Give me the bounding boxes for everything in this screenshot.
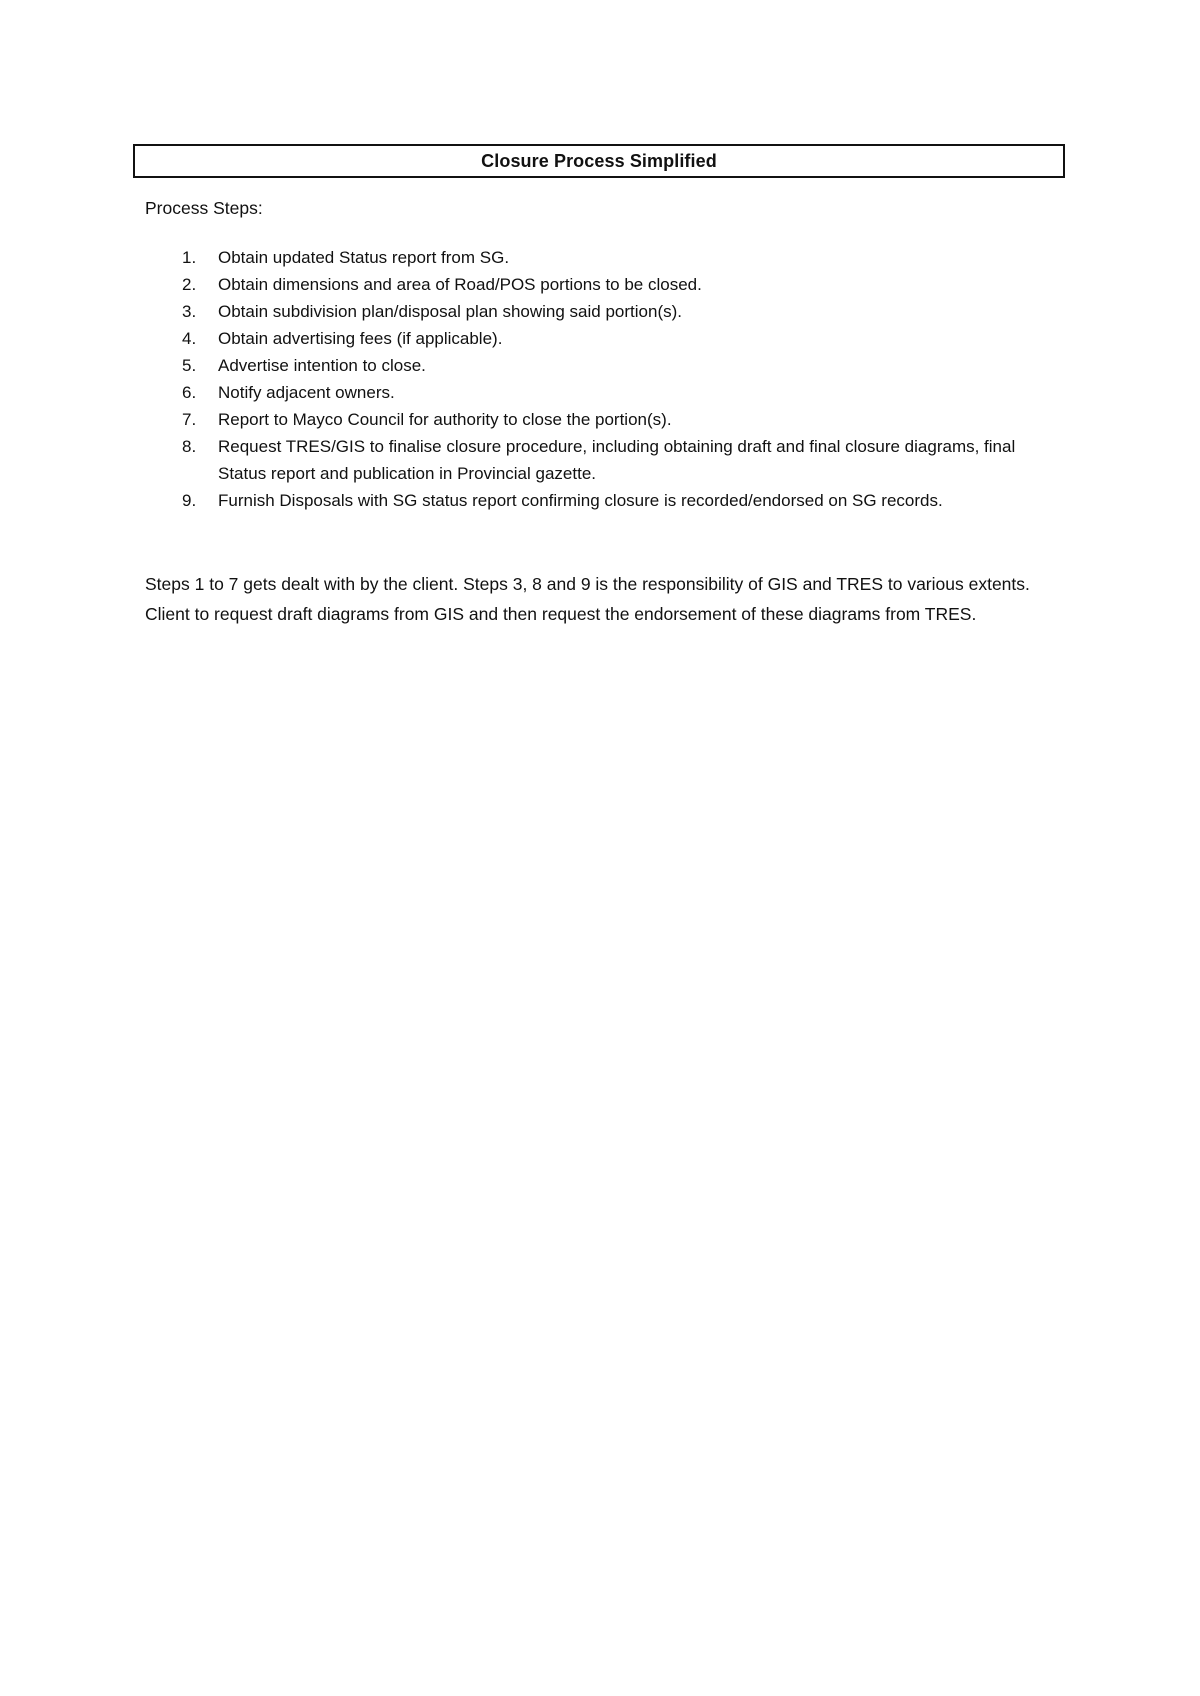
list-item bbox=[145, 244, 1045, 271]
list-item bbox=[145, 379, 1045, 406]
step-text: Request TRES/GIS to finalise closure procedure, including obtaining draft and final closure diagrams, final Status report and publication in Provincial gazette. bbox=[218, 437, 1016, 483]
steps-heading: Process Steps: bbox=[145, 198, 263, 218]
step-text: Advertise intention to close. bbox=[218, 356, 426, 375]
step-text: Obtain dimensions and area of Road/POS portions to be closed. bbox=[218, 275, 702, 294]
step-number: 9. bbox=[182, 491, 197, 510]
step-number: 2. bbox=[182, 275, 197, 294]
title-box bbox=[133, 144, 1065, 178]
list-item bbox=[145, 352, 1045, 379]
step-text: Obtain updated Status report from SG. bbox=[218, 248, 510, 267]
list-item bbox=[145, 433, 1045, 487]
step-number: 4. bbox=[182, 329, 197, 348]
step-number: 6. bbox=[182, 383, 197, 402]
step-number: 1. bbox=[182, 248, 197, 267]
step-text: Notify adjacent owners. bbox=[218, 383, 395, 402]
step-text: Obtain advertising fees (if applicable). bbox=[218, 329, 503, 348]
step-text: Report to Mayco Council for authority to close the portion(s). bbox=[218, 410, 672, 429]
document-title: Closure Process Simplified bbox=[481, 150, 717, 171]
process-steps-list bbox=[145, 244, 1045, 514]
summary-paragraph: Steps 1 to 7 gets dealt with by the client. Steps 3, 8 and 9 is the responsibility of GIS and TRES to various extents. Client to request draft diagrams from GIS and then request the endorsement of these diagrams from TRES. bbox=[145, 574, 1030, 624]
list-item bbox=[145, 487, 1045, 514]
step-text: Furnish Disposals with SG status report confirming closure is recorded/endorsed on SG records. bbox=[218, 491, 943, 510]
step-number: 5. bbox=[182, 356, 197, 375]
step-text: Obtain subdivision plan/disposal plan showing said portion(s). bbox=[218, 302, 682, 321]
step-number: 3. bbox=[182, 302, 197, 321]
list-item bbox=[145, 298, 1045, 325]
list-item bbox=[145, 406, 1045, 433]
step-number: 8. bbox=[182, 437, 197, 456]
list-item bbox=[145, 325, 1045, 352]
step-number: 7. bbox=[182, 410, 197, 429]
list-item bbox=[145, 271, 1045, 298]
